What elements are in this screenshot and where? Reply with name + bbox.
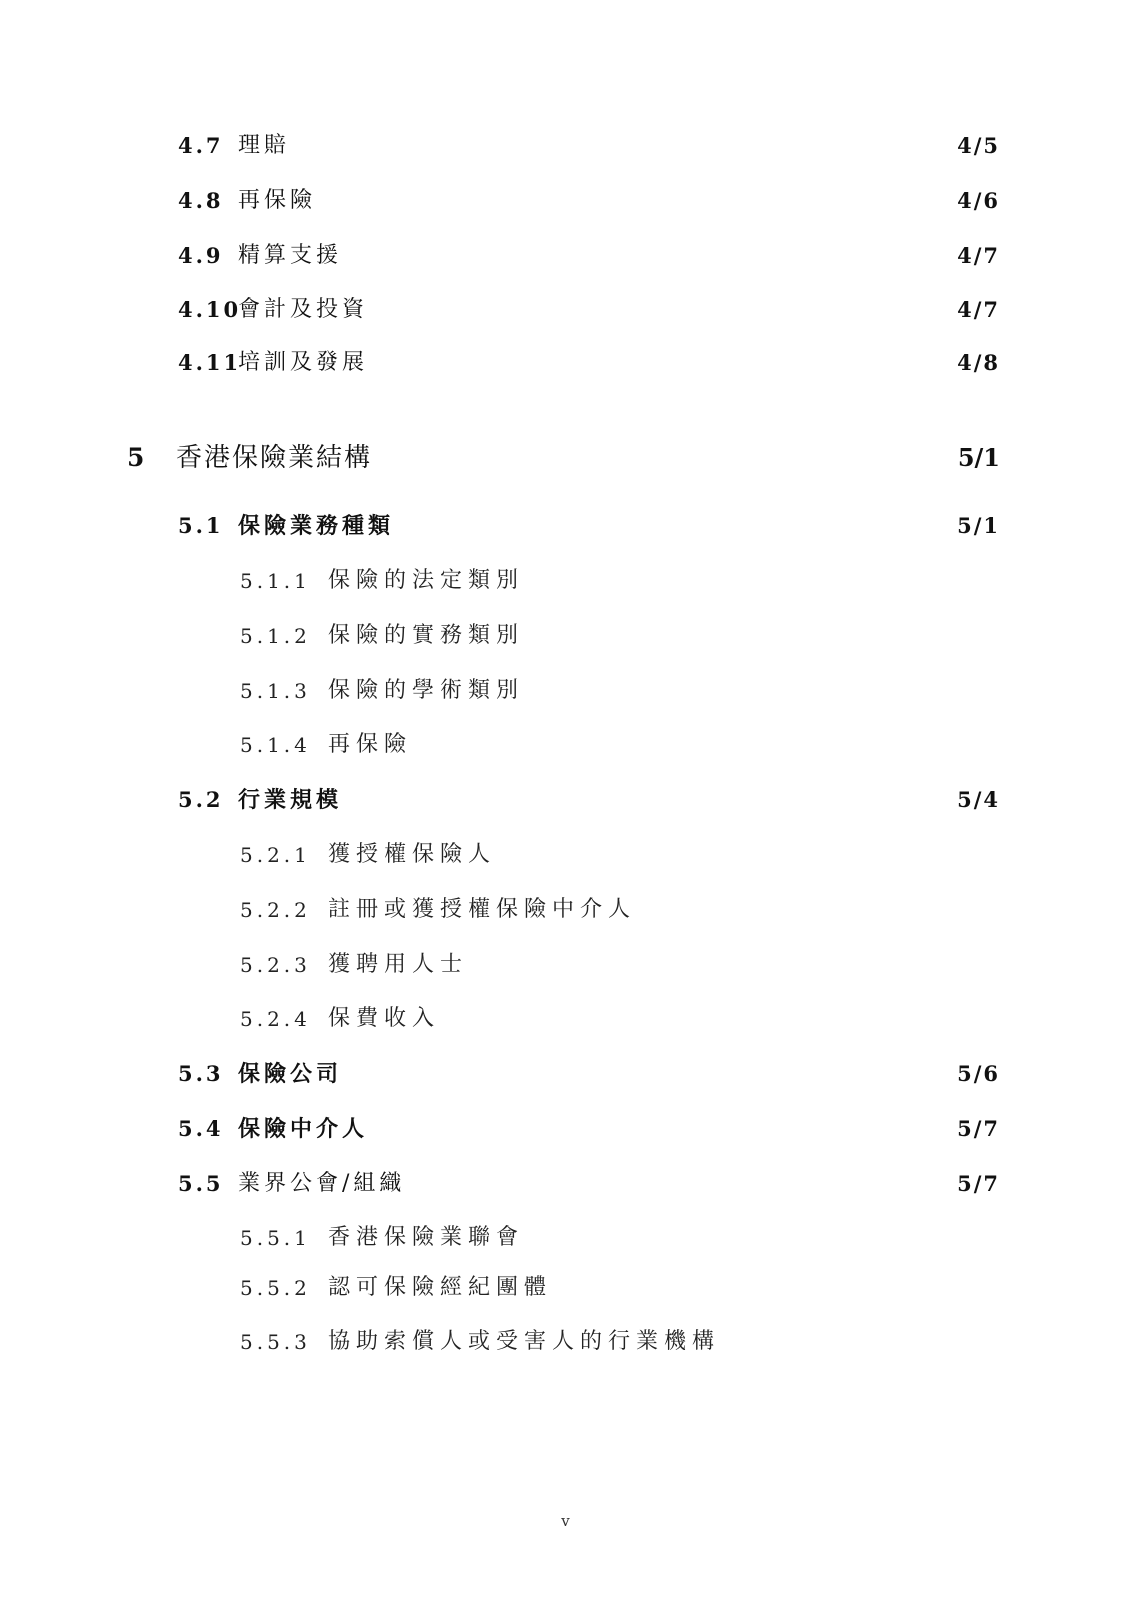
toc-entry-page: 4/7 xyxy=(957,297,1000,322)
toc-subsection[interactable] xyxy=(0,999,1131,1039)
toc-entry-page: 4/6 xyxy=(957,188,1000,213)
toc-section[interactable] xyxy=(0,1164,1131,1204)
subsection-number: 5.1.4 xyxy=(240,733,311,757)
toc-subsection[interactable] xyxy=(0,725,1131,765)
toc-subsection[interactable] xyxy=(0,671,1131,711)
toc-entry[interactable] xyxy=(0,181,1131,221)
toc-section[interactable] xyxy=(0,780,1131,820)
toc-section[interactable] xyxy=(0,1054,1131,1094)
toc-subsection[interactable] xyxy=(0,1218,1131,1258)
section-number: 5.2 xyxy=(178,787,224,812)
toc-entry-number: 4.9 xyxy=(178,243,224,268)
section-title: 保險中介人 xyxy=(238,1116,369,1142)
toc-entry-number: 4.8 xyxy=(178,188,224,213)
toc-entry[interactable] xyxy=(0,236,1131,276)
section-title: 業界公會/組織 xyxy=(238,1171,406,1196)
section-number: 5.3 xyxy=(178,1061,224,1086)
toc-subsection[interactable] xyxy=(0,616,1131,656)
toc-subsection[interactable] xyxy=(0,1322,1131,1362)
toc-entry-title: 理賠 xyxy=(238,133,291,158)
subsection-title: 保險的學術類別 xyxy=(328,678,525,703)
subsection-title: 再保險 xyxy=(328,732,413,757)
section-number: 5.4 xyxy=(178,1116,224,1141)
toc-entry-title: 會計及投資 xyxy=(238,297,369,322)
subsection-title: 香港保險業聯會 xyxy=(328,1225,525,1250)
section-title: 保險公司 xyxy=(238,1061,343,1087)
toc-entry-title: 精算支援 xyxy=(238,243,343,268)
toc-subsection[interactable] xyxy=(0,945,1131,985)
toc-subsection[interactable] xyxy=(0,890,1131,930)
toc-entry[interactable] xyxy=(0,343,1131,383)
toc-entry-title: 再保險 xyxy=(238,188,317,213)
subsection-number: 5.1.3 xyxy=(240,679,311,703)
chapter-number: 5 xyxy=(127,443,145,472)
toc-entry-number: 4.10 xyxy=(178,297,242,322)
toc-section[interactable] xyxy=(0,1109,1131,1149)
subsection-number: 5.1.2 xyxy=(240,624,311,648)
toc-entry-page: 4/7 xyxy=(957,243,1000,268)
section-page: 5/1 xyxy=(957,513,1000,538)
toc-subsection[interactable] xyxy=(0,1268,1131,1308)
toc-entry[interactable] xyxy=(0,126,1131,166)
subsection-title: 認可保險經紀團體 xyxy=(328,1275,553,1300)
toc-entry-number: 4.11 xyxy=(178,350,242,375)
subsection-title: 註冊或獲授權保險中介人 xyxy=(328,897,637,922)
subsection-number: 5.5.3 xyxy=(240,1330,311,1354)
toc-entry-title: 培訓及發展 xyxy=(238,350,369,375)
toc-entry-page: 4/8 xyxy=(957,350,1000,375)
section-title: 行業規模 xyxy=(238,787,343,813)
subsection-title: 協助索償人或受害人的行業機構 xyxy=(328,1329,721,1354)
subsection-title: 保險的實務類別 xyxy=(328,623,525,648)
toc-subsection[interactable] xyxy=(0,561,1131,601)
subsection-number: 5.1.1 xyxy=(240,569,311,593)
chapter-title: 香港保險業結構 xyxy=(176,443,373,473)
subsection-number: 5.2.2 xyxy=(240,898,311,922)
section-page: 5/4 xyxy=(957,787,1000,812)
toc-section[interactable] xyxy=(0,506,1131,546)
subsection-number: 5.2.4 xyxy=(240,1007,311,1031)
toc-entry-page: 4/5 xyxy=(957,133,1000,158)
subsection-title: 獲授權保險人 xyxy=(328,842,497,867)
subsection-number: 5.5.1 xyxy=(240,1226,311,1250)
toc-entry-number: 4.7 xyxy=(178,133,224,158)
section-title: 保險業務種類 xyxy=(238,513,395,539)
section-number: 5.5 xyxy=(178,1171,224,1196)
toc-chapter-heading[interactable] xyxy=(0,438,1131,478)
section-number: 5.1 xyxy=(178,513,224,538)
section-page: 5/6 xyxy=(957,1061,1000,1086)
section-page: 5/7 xyxy=(957,1116,1000,1141)
subsection-title: 保費收入 xyxy=(328,1006,441,1031)
section-page: 5/7 xyxy=(957,1171,1000,1196)
toc-subsection[interactable] xyxy=(0,835,1131,875)
subsection-number: 5.2.1 xyxy=(240,843,311,867)
subsection-number: 5.5.2 xyxy=(240,1276,311,1300)
page-number-footer: v xyxy=(561,1512,570,1530)
subsection-title: 獲聘用人士 xyxy=(328,952,469,977)
chapter-page: 5/1 xyxy=(957,443,1000,472)
subsection-number: 5.2.3 xyxy=(240,953,311,977)
subsection-title: 保險的法定類別 xyxy=(328,568,525,593)
toc-entry[interactable] xyxy=(0,290,1131,330)
